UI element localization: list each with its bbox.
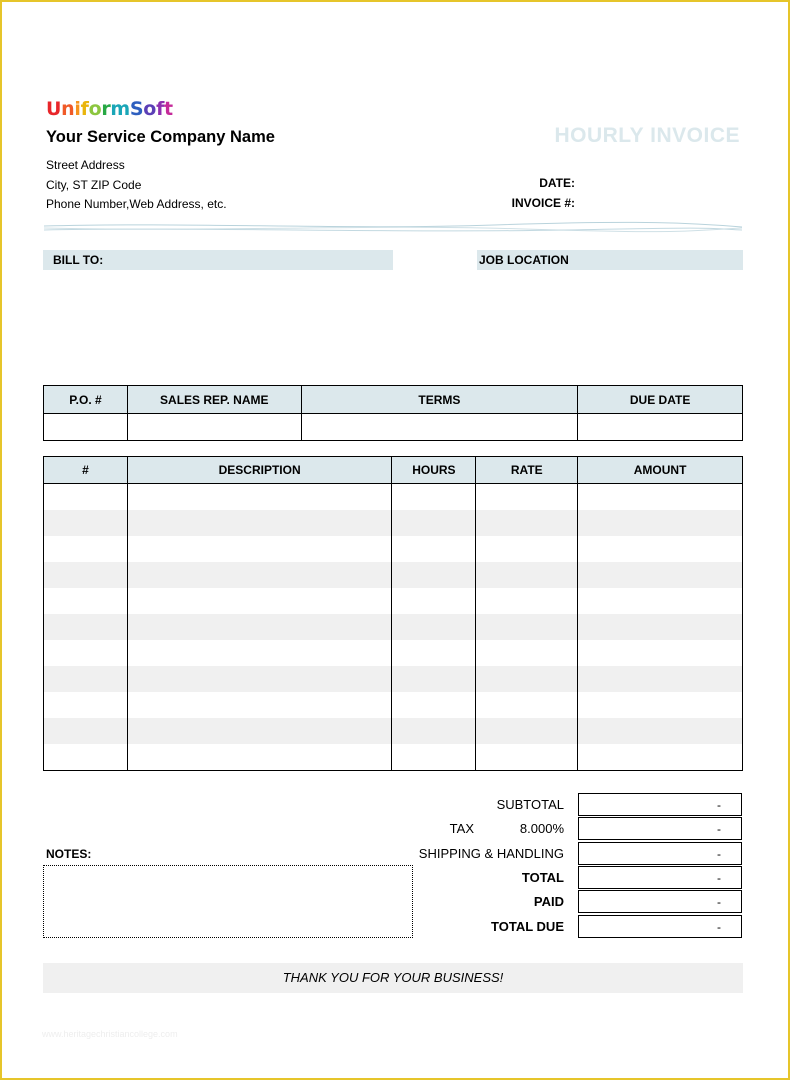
logo-letter: t [164,98,173,120]
amount-cell[interactable] [578,640,743,666]
shipping-value[interactable]: - [578,842,742,865]
logo-letter: o [143,98,157,120]
notes-label: NOTES: [46,847,92,861]
contact-info: Phone Number,Web Address, etc. [46,197,227,211]
logo-letter: S [129,98,144,120]
job-location-label: JOB LOCATION [479,253,569,267]
rate-cell[interactable] [476,666,578,692]
amount-cell[interactable] [578,744,743,771]
description-cell[interactable] [127,614,392,640]
invoice-title: HOURLY INVOICE [554,124,740,147]
amount-cell[interactable] [578,692,743,718]
hours-cell[interactable] [392,640,476,666]
table-row [44,614,743,640]
item-number-cell[interactable] [44,536,128,562]
hours-cell[interactable] [392,536,476,562]
tax-label: TAX [449,821,474,836]
rate-cell[interactable] [476,614,578,640]
hours-header: HOURS [392,457,476,484]
due-date-header: DUE DATE [578,386,743,414]
sales-rep-header: SALES REP. NAME [127,386,301,414]
description-cell[interactable] [127,562,392,588]
description-cell[interactable] [127,588,392,614]
logo-letter: o [88,98,102,120]
total-due-label: TOTAL DUE [491,919,564,934]
thank-you-text: THANK YOU FOR YOUR BUSINESS! [282,970,504,985]
line-items-table [43,456,743,771]
item-number-cell[interactable] [44,666,128,692]
amount-cell[interactable] [578,562,743,588]
table-row [44,744,743,771]
job-location-bar [477,250,743,270]
amount-cell[interactable] [578,666,743,692]
table-row [44,562,743,588]
company-logo [46,98,173,120]
description-cell[interactable] [127,666,392,692]
city-state-zip: City, ST ZIP Code [46,178,142,192]
table-row [44,588,743,614]
item-number-cell[interactable] [44,484,128,511]
amount-cell[interactable] [578,614,743,640]
po-table [43,385,743,441]
item-number-cell[interactable] [44,614,128,640]
terms-header: TERMS [301,386,578,414]
sales-rep-cell[interactable] [127,414,301,441]
rate-header: RATE [476,457,578,484]
item-number-cell[interactable] [44,510,128,536]
table-row [44,692,743,718]
rate-cell[interactable] [476,744,578,771]
table-row [44,484,743,511]
hours-cell[interactable] [392,588,476,614]
paid-value[interactable]: - [578,890,742,913]
hours-cell[interactable] [392,614,476,640]
item-number-cell[interactable] [44,640,128,666]
rate-cell[interactable] [476,588,578,614]
amount-cell[interactable] [578,588,743,614]
paid-label: PAID [533,894,564,909]
table-row [44,536,743,562]
hours-cell[interactable] [392,562,476,588]
hours-cell[interactable] [392,484,476,511]
item-number-cell[interactable] [44,588,128,614]
po-number-header: P.O. # [44,386,128,414]
logo-letter: U [46,98,62,120]
total-value[interactable]: - [578,866,742,889]
rate-cell[interactable] [476,640,578,666]
shipping-label: SHIPPING & HANDLING [418,846,564,861]
hours-cell[interactable] [392,744,476,771]
description-cell[interactable] [127,692,392,718]
bill-to-label: BILL TO: [53,253,104,267]
item-number-header: # [44,457,128,484]
table-row [44,640,743,666]
terms-cell[interactable] [301,414,578,441]
item-number-cell[interactable] [44,692,128,718]
table-row [44,666,743,692]
amount-cell[interactable] [578,484,743,511]
item-number-cell[interactable] [44,744,128,771]
street-address: Street Address [46,158,125,172]
logo-letter: f [156,98,165,120]
tax-rate[interactable]: 8.000% [519,821,564,836]
description-cell[interactable] [127,536,392,562]
rate-cell[interactable] [476,562,578,588]
watermark-text: www.heritagechristiancollege.com [42,1029,178,1039]
company-name: Your Service Company Name [46,128,275,146]
rate-cell[interactable] [476,692,578,718]
amount-cell[interactable] [578,718,743,744]
description-header: DESCRIPTION [127,457,392,484]
tax-value[interactable]: - [578,817,742,840]
description-cell[interactable] [127,744,392,771]
notes-field[interactable] [43,865,413,938]
invoice-number-label: INVOICE #: [511,196,575,210]
po-number-cell[interactable] [44,414,128,441]
description-cell[interactable] [127,510,392,536]
decorative-waves [44,220,742,234]
rate-cell[interactable] [476,536,578,562]
subtotal-value[interactable]: - [578,793,742,816]
rate-cell[interactable] [476,718,578,744]
table-row [44,510,743,536]
amount-cell[interactable] [578,536,743,562]
logo-letter: m [110,98,130,120]
bill-to-bar [43,250,393,270]
date-label: DATE: [539,176,575,190]
item-number-cell[interactable] [44,562,128,588]
logo-letter: i [74,98,81,120]
logo-letter: r [101,98,111,120]
rate-cell[interactable] [476,484,578,511]
hours-cell[interactable] [392,666,476,692]
logo-letter: n [61,98,75,120]
hours-cell[interactable] [392,510,476,536]
logo-letter: f [80,98,89,120]
amount-cell[interactable] [578,510,743,536]
description-cell[interactable] [127,484,392,511]
due-date-cell[interactable] [578,414,743,441]
item-number-cell[interactable] [44,718,128,744]
hours-cell[interactable] [392,692,476,718]
thank-you-banner [43,963,743,993]
total-label: TOTAL [521,870,564,885]
total-due-value[interactable]: - [578,915,742,938]
description-cell[interactable] [127,718,392,744]
description-cell[interactable] [127,640,392,666]
amount-header: AMOUNT [578,457,743,484]
table-row [44,718,743,744]
subtotal-label: SUBTOTAL [496,797,564,812]
hours-cell[interactable] [392,718,476,744]
rate-cell[interactable] [476,510,578,536]
